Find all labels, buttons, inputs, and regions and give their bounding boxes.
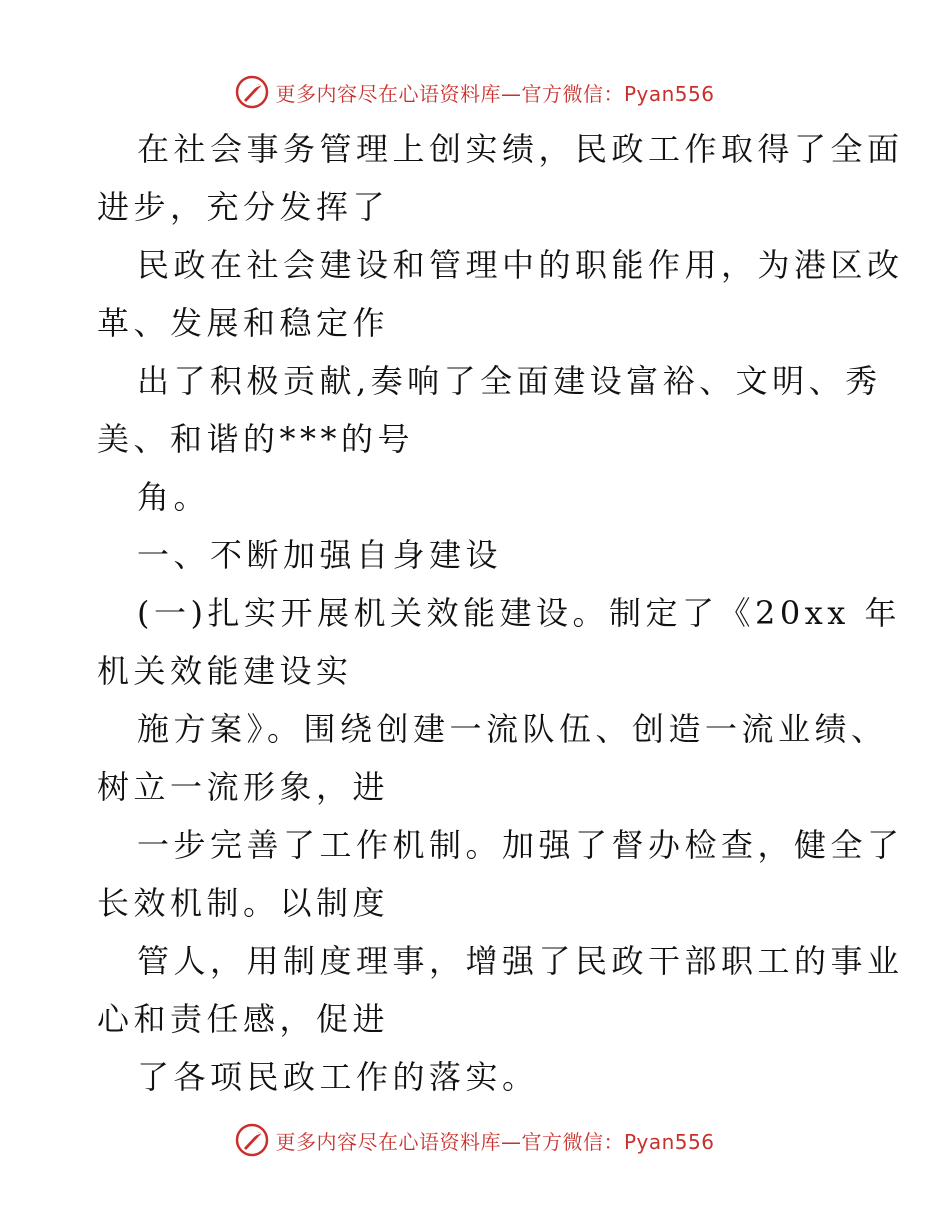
- text-line: 施方案》。围绕创建一流队伍、创造一流业绩、: [137, 710, 888, 748]
- text-line: 美、和谐的***的号: [97, 420, 415, 458]
- subsection-heading: (一)扎实开展机关效能建设。制定了《20xx 年: [137, 594, 901, 632]
- text-line: 进步，充分发挥了: [97, 188, 390, 226]
- text-line: 长效机制。以制度: [97, 884, 390, 922]
- text-line: 管人，用制度理事，增强了民政干部职工的事业: [137, 942, 904, 980]
- text-line: 民政在社会建设和管理中的职能作用，为港区改: [137, 246, 904, 284]
- watermark-text: 更多内容尽在心语资料库—官方微信：Pyan556: [275, 81, 715, 106]
- header-watermark: [0, 72, 950, 112]
- watermark-text: 更多内容尽在心语资料库—官方微信：Pyan556: [275, 1129, 715, 1154]
- text-line: 树立一流形象，进: [97, 768, 390, 806]
- text-line: 心和责任感，促进: [97, 1000, 390, 1038]
- document-body: [97, 120, 904, 1106]
- text-line: 角。: [137, 478, 211, 516]
- text-line: 了各项民政工作的落实。: [137, 1058, 539, 1096]
- feather-pen-logo-icon: [235, 1123, 269, 1157]
- text-line: 出了积极贡献,奏响了全面建设富裕、文明、秀: [137, 362, 882, 400]
- text-line: 一步完善了工作机制。加强了督办检查，健全了: [137, 826, 904, 864]
- feather-pen-logo-icon: [235, 75, 269, 109]
- section-heading: 一、不断加强自身建设: [137, 536, 503, 574]
- footer-watermark: [0, 1120, 950, 1160]
- text-line: 在社会事务管理上创实绩，民政工作取得了全面: [137, 130, 904, 168]
- text-line: 机关效能建设实: [97, 652, 353, 690]
- text-line: 革、发展和稳定作: [97, 304, 390, 342]
